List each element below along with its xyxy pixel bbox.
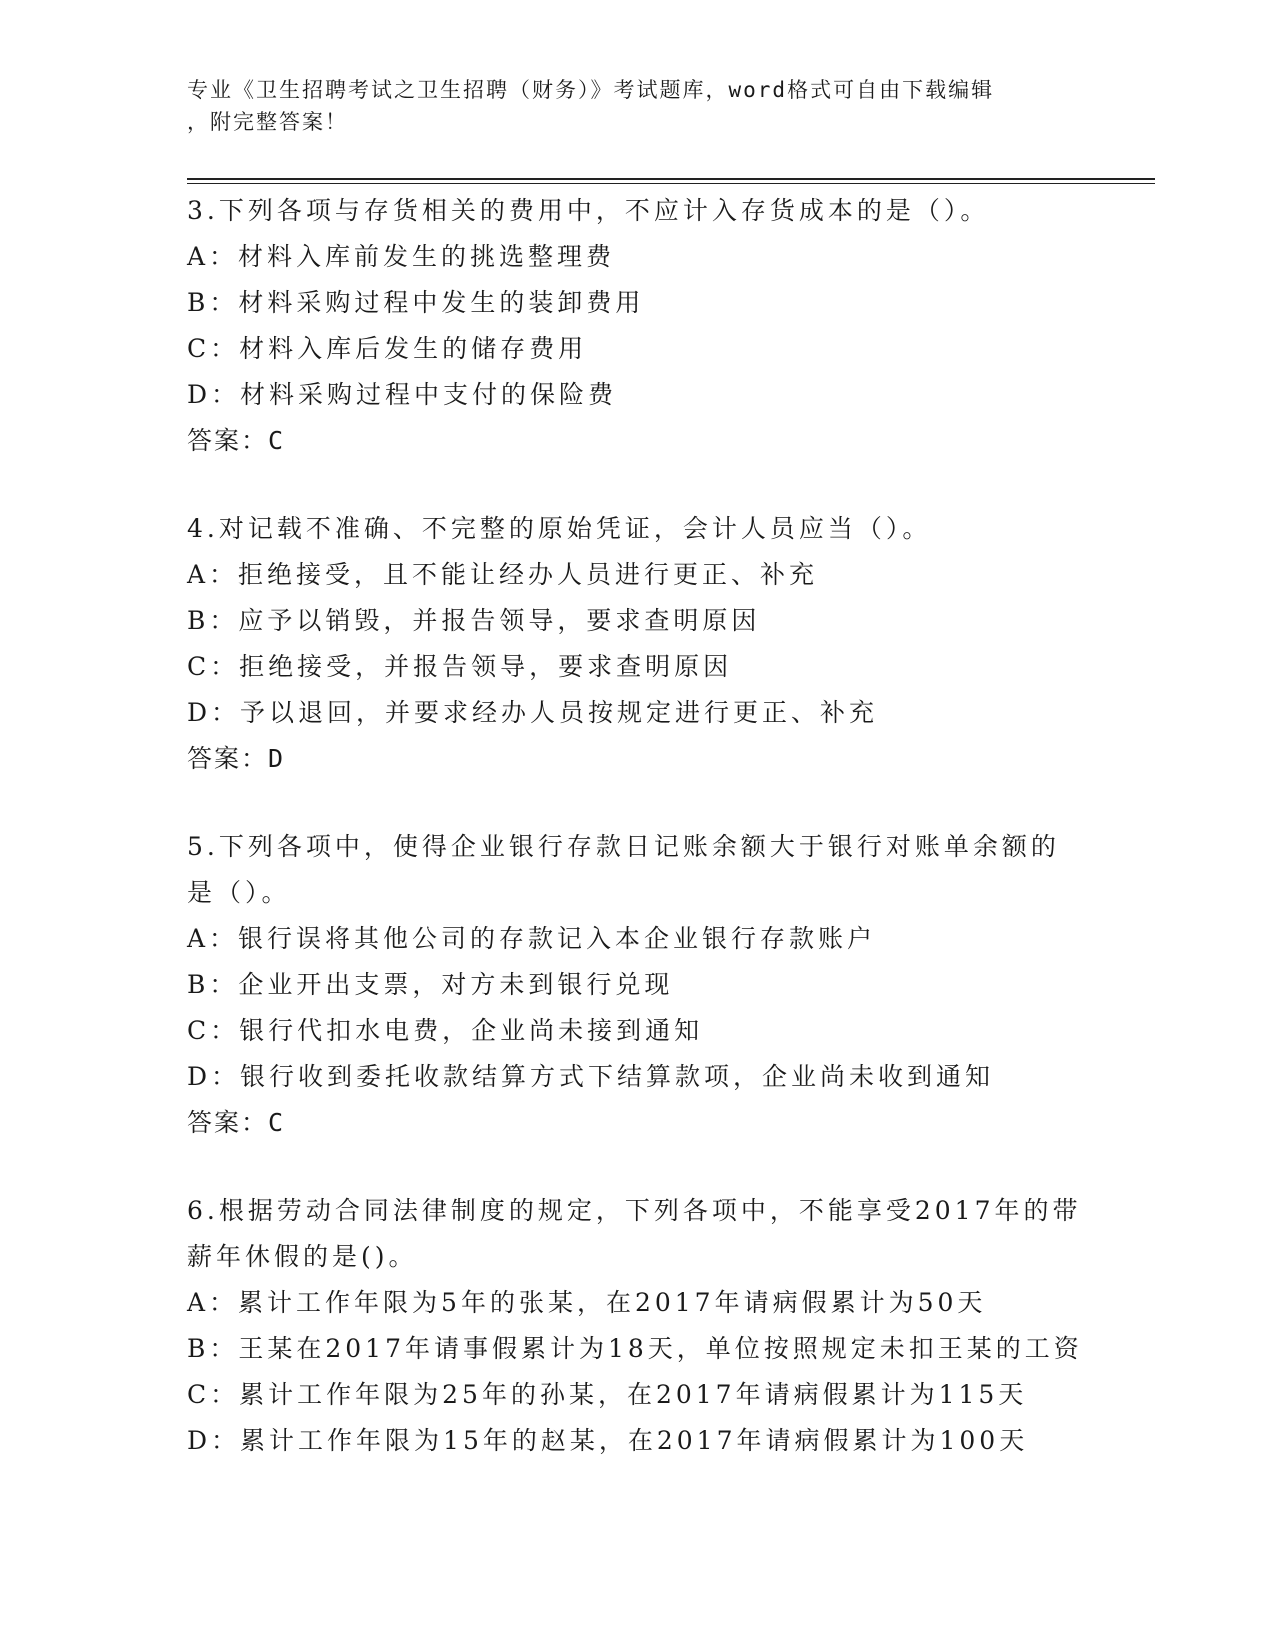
- question-4: [187, 506, 1087, 782]
- option-b: B：企业开出支票，对方未到银行兑现: [187, 970, 674, 999]
- question-stem: 3.下列各项与存货相关的费用中，不应计入存货成本的是（）。: [187, 196, 990, 225]
- option-a: A：银行误将其他公司的存款记入本企业银行存款账户: [187, 924, 877, 953]
- option-a: A：材料入库前发生的挑选整理费: [187, 242, 616, 271]
- question-stem-line-2: 是（）。: [187, 878, 291, 907]
- option-d: D：予以退回，并要求经办人员按规定进行更正、补充: [187, 698, 879, 727]
- option-c: C：累计工作年限为25年的孙某，在2017年请病假累计为115天: [187, 1380, 1028, 1409]
- question-stem: 4.对记载不准确、不完整的原始凭证，会计人员应当（）。: [187, 514, 932, 543]
- option-a: A：拒绝接受，且不能让经办人员进行更正、补充: [187, 560, 819, 589]
- question-6: [187, 1188, 1087, 1464]
- answer-line: [187, 1100, 1087, 1146]
- option-b: B：材料采购过程中发生的装卸费用: [187, 288, 645, 317]
- option-d: D：累计工作年限为15年的赵某，在2017年请病假累计为100天: [187, 1426, 1029, 1455]
- header-divider-thick: [187, 178, 1155, 180]
- question-3: [187, 188, 1087, 464]
- document-header: [187, 74, 1087, 138]
- option-a: A：累计工作年限为5年的张某，在2017年请病假累计为50天: [187, 1288, 987, 1317]
- answer-line: [187, 418, 1087, 464]
- option-b: B：王某在2017年请事假累计为18天，单位按照规定未扣王某的工资: [187, 1334, 1083, 1363]
- question-stem-line-1: 5.下列各项中，使得企业银行存款日记账余额大于银行对账单余额的: [187, 832, 1060, 861]
- answer-value: C: [268, 1108, 286, 1137]
- option-c: C：拒绝接受，并报告领导，要求查明原因: [187, 652, 733, 681]
- header-line-2: ，附完整答案！: [187, 110, 348, 134]
- answer-value: D: [268, 744, 286, 773]
- option-c: C：银行代扣水电费，企业尚未接到通知: [187, 1016, 704, 1045]
- header-line-1: 专业《卫生招聘考试之卫生招聘（财务）》考试题库，word格式可自由下载编辑: [187, 78, 995, 102]
- answer-label: 答案：: [187, 744, 269, 773]
- header-divider-thin: [187, 183, 1155, 184]
- option-d: D：材料采购过程中支付的保险费: [187, 380, 618, 409]
- question-5: [187, 824, 1087, 1146]
- option-c: C：材料入库后发生的储存费用: [187, 334, 588, 363]
- answer-label: 答案：: [187, 426, 269, 455]
- question-list: [187, 188, 1087, 1506]
- option-d: D：银行收到委托收款结算方式下结算款项，企业尚未收到通知: [187, 1062, 995, 1091]
- question-stem-line-2: 薪年休假的是()。: [187, 1242, 418, 1271]
- answer-label: 答案：: [187, 1108, 269, 1137]
- option-b: B：应予以销毁，并报告领导，要求查明原因: [187, 606, 761, 635]
- question-stem-line-1: 6.根据劳动合同法律制度的规定，下列各项中，不能享受2017年的带: [187, 1196, 1082, 1225]
- answer-line: [187, 736, 1087, 782]
- answer-value: C: [268, 426, 286, 455]
